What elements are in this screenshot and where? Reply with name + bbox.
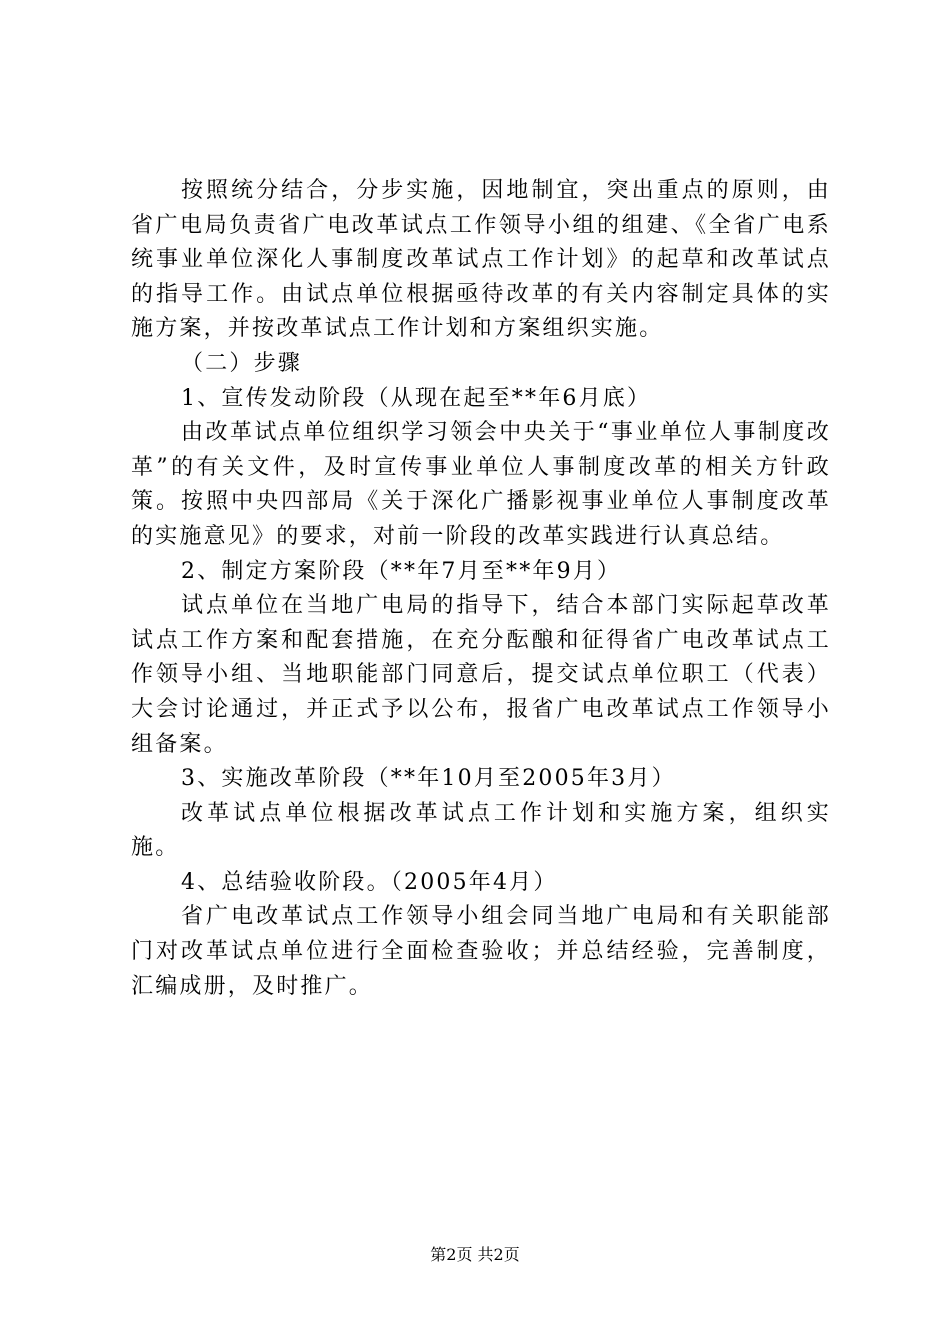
heading-steps: （二）步骤	[181, 350, 303, 376]
document-body	[131, 174, 831, 1004]
paragraph-principle: 按照统分结合，分步实施，因地制宜，突出重点的原则，由省广电局负责省广电改革试点工作领导小组的组建、《全省广电系统事业单位深化人事制度改革试点工作计划》的起草和改革试点的指导工作。由试点单位根据亟待改革的有关内容制定具体的实施方案，并按改革试点工作计划和方案组织实施。	[131, 178, 831, 342]
heading-stage-4: 4、总结验收阶段。（2005年4月）	[181, 869, 558, 895]
heading-stage-3: 3、实施改革阶段（**年10月至2005年3月）	[181, 766, 676, 792]
paragraph-stage-4: 省广电改革试点工作领导小组会同当地广电局和有关职能部门对改革试点单位进行全面检查验收；并总结经验，完善制度，汇编成册，及时推广。	[131, 904, 831, 999]
heading-stage-1: 1、宣传发动阶段（从现在起至**年6月底）	[181, 385, 652, 411]
paragraph-stage-2: 试点单位在当地广电局的指导下，结合本部门实际起草改革试点工作方案和配套措施，在充分酝酿和征得省广电改革试点工作领导小组、当地职能部门同意后，提交试点单位职工（代表）大会讨论通过，并正式予以公布，报省广电改革试点工作领导小组备案。	[131, 593, 831, 757]
paragraph-stage-3: 改革试点单位根据改革试点工作计划和实施方案，组织实施。	[131, 800, 831, 861]
paragraph-stage-1: 由改革试点单位组织学习领会中央关于“事业单位人事制度改革”的有关文件，及时宣传事业单位人事制度改革的相关方针政策。按照中央四部局《关于深化广播影视事业单位人事制度改革的实施意见》的要求，对前一阶段的改革实践进行认真总结。	[131, 420, 831, 549]
heading-stage-2: 2、制定方案阶段（**年7月至**年9月）	[181, 558, 622, 584]
page-footer: 第2页 共2页	[430, 1245, 520, 1264]
